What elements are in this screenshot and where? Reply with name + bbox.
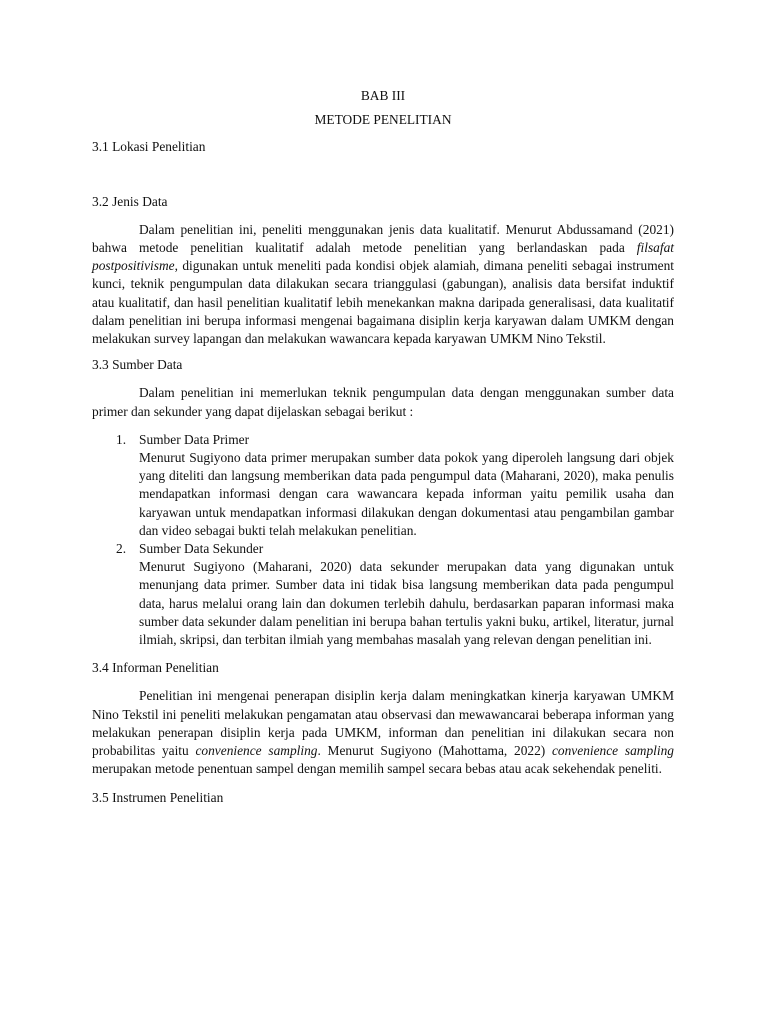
chapter-title: METODE PENELITIAN <box>314 112 452 128</box>
list-item <box>92 431 674 540</box>
list-item-body: Menurut Sugiyono (Maharani, 2020) data sekunder merupakan data yang digunakan untuk menunjang data primer. Sumber data ini tidak bisa langsung memberikan data pada pengumpul data, harus melalui orang lain dan dokumen terlebih dahulu, berdasarkan paparan informasi maka sumber data sekunder dalam penelitian ini berupa bahan tertulis yakni buku, artikel, literatur, jurnal ilmiah, skripsi, dan terbitan ilmiah yang membahas masalah yang relevan dengan penelitian ini. <box>139 559 674 648</box>
section-heading-3-1: 3.1 Lokasi Penelitian <box>92 139 206 155</box>
paragraph-informan <box>92 687 674 778</box>
paragraph-sumber-data-intro: Dalam penelitian ini memerlukan teknik pengumpulan data dengan menggunakan sumber data primer dan sekunder yang dapat dijelaskan sebagai berikut : <box>92 385 674 419</box>
paragraph-text: merupakan metode penentuan sampel dengan memilih sampel secara bebas atau acak sekehendak peneliti. <box>92 761 662 777</box>
paragraph-text: . Menurut Sugiyono (Mahottama, 2022) <box>317 743 552 759</box>
list-number: 1. <box>116 431 127 447</box>
italic-term: convenience sampling <box>551 743 674 759</box>
section-heading-3-5: 3.5 Instrumen Penelitian <box>92 789 224 805</box>
paragraph-text: , digunakan untuk meneliti pada kondisi objek alamiah, dimana peneliti sebagai instrument kunci, teknik pengumpulan data dilakukan secara trianggulasi (gabungan), analisis data bersifat induktif atau kualitatif, dan hasil penelitian kualitatif lebih menekankan makna daripada generalisasi, data kualitatif dalam penelitian ini berupa informasi mengenai bagaimana disiplin kerja karyawan dalam UMKM dengan melakukan survey lapangan dan melakukan wawancara kepada karyawan UMKM Nino Tekstil. <box>92 258 674 347</box>
list-item-body: Menurut Sugiyono data primer merupakan sumber data pokok yang diperoleh langsung dari objek yang diteliti dan langsung memberikan data pada pengumpul data (Maharani, 2020), maka penulis mendapatkan informasi dengan cara wawancara kepada informan yaitu pemilik usaha dan karyawan untuk mendapatkan informasi dilakukan dengan dokumentasi atau pengambilan gambar dan video sebagai bukti telah melakukan penelitian. <box>139 450 674 538</box>
list-item <box>92 540 674 649</box>
chapter-label: BAB III <box>360 88 406 103</box>
list-item-title: Sumber Data Primer <box>139 431 250 447</box>
paragraph-text: Penelitian ini mengenai penerapan disiplin kerja dalam meningkatkan kinerja karyawan UMKM Nino Tekstil ini peneliti melakukan pengamatan atau observasi dan mewawancarai beberapa informan yang melakukan penerapan disiplin kerja pada UMKM, informan dan penelitian ini dilakukan secara non probabilitas yaitu <box>92 688 674 759</box>
document-page <box>92 87 674 807</box>
paragraph-jenis-data <box>92 221 674 348</box>
section-heading-3-2: 3.2 Jenis Data <box>92 193 168 209</box>
italic-term: filsafat postpositivisme <box>92 240 674 274</box>
sumber-data-list <box>92 431 674 649</box>
paragraph-text: Dalam penelitian ini, peneliti menggunakan jenis data kualitatif. Menurut Abdussamand (2021) bahwa metode penelitian kualitatif adalah metode penelitian yang berlandaskan pada <box>92 221 674 256</box>
section-heading-3-3: 3.3 Sumber Data <box>92 357 183 373</box>
section-heading-3-4: 3.4 Informan Penelitian <box>92 660 219 676</box>
list-item-title: Sumber Data Sekunder <box>139 541 264 557</box>
italic-term: convenience sampling <box>195 743 318 759</box>
list-number: 2. <box>116 541 127 557</box>
